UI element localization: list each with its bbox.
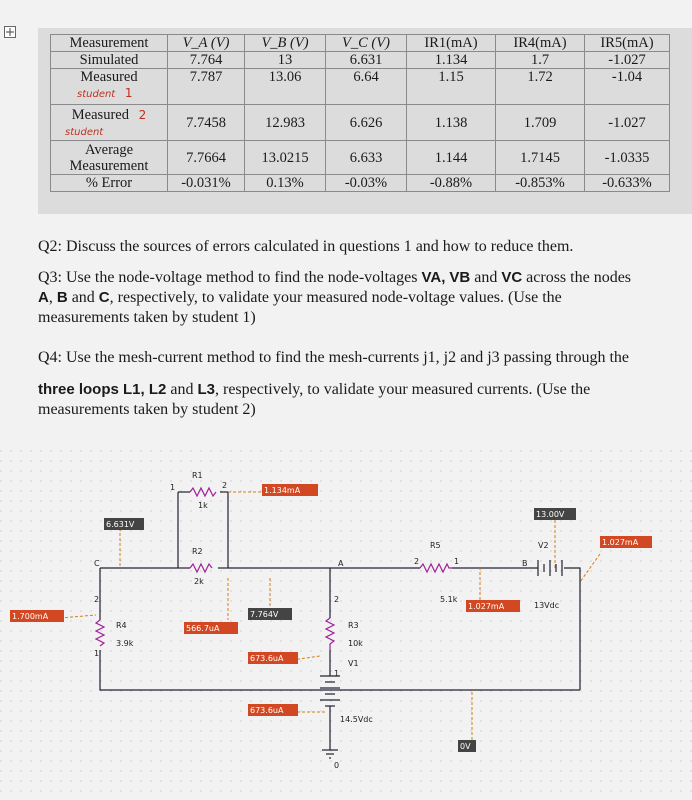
table-cell: -0.031% xyxy=(168,175,245,192)
table-cell: -1.04 xyxy=(585,69,670,105)
row-label-text: Measured xyxy=(80,69,138,85)
node-b-ref: B xyxy=(56,289,68,306)
svg-text:1.134mA: 1.134mA xyxy=(264,486,301,495)
row-label xyxy=(51,105,168,141)
r1-pin2: 2 xyxy=(222,481,228,490)
probe-tag-gnd xyxy=(458,740,476,752)
r5-pin1: 1 xyxy=(454,557,460,566)
node-c-ref: C xyxy=(98,289,110,306)
probe-tag-i-r1 xyxy=(262,484,318,496)
table-cell: 1.72 xyxy=(496,69,585,105)
probe-tag-i-r3 xyxy=(248,652,298,664)
q3-text: Q3: Use the node-voltage method to find the node-voltages xyxy=(38,269,422,286)
column-header: V_A (V) xyxy=(168,35,245,52)
q4-line3: measurements taken by student 2) xyxy=(38,401,256,418)
svg-text:673.6uA: 673.6uA xyxy=(250,706,284,715)
svg-text:1.700mA: 1.700mA xyxy=(12,612,49,621)
measurement-table xyxy=(50,34,670,192)
r2-value: 2k xyxy=(194,577,204,586)
table-cell: -1.027 xyxy=(585,105,670,141)
probe-tag-i-r5 xyxy=(466,600,520,612)
probe-tag-vc xyxy=(104,518,144,530)
question-4 xyxy=(38,348,688,420)
table-row xyxy=(51,69,670,105)
circuit-schematic xyxy=(0,450,692,800)
r3-value: 10k xyxy=(348,639,363,648)
column-header: V_C (V) xyxy=(326,35,407,52)
table-cell: -0.853% xyxy=(496,175,585,192)
q3-line3: measurements taken by student 1) xyxy=(38,309,256,326)
column-header: Measurement xyxy=(51,35,168,52)
v2-label: V2 xyxy=(538,541,549,550)
node-c-label: C xyxy=(94,559,100,568)
table-row xyxy=(51,105,670,141)
column-header: IR5(mA) xyxy=(585,35,670,52)
probe-tag-i-v1 xyxy=(248,704,298,716)
table-cell: 1.7 xyxy=(496,52,585,69)
table-cell: 7.764 xyxy=(168,52,245,69)
table-row xyxy=(51,175,670,192)
table-cell: -0.03% xyxy=(326,175,407,192)
q4-three-loops: three loops xyxy=(38,381,124,398)
column-header: IR4(mA) xyxy=(496,35,585,52)
table-cell: 13 xyxy=(245,52,326,69)
table-cell: -0.88% xyxy=(407,175,496,192)
v1-value: 14.5Vdc xyxy=(340,715,373,724)
table-cell: 1.134 xyxy=(407,52,496,69)
q3-line2: , respectively, to validate your measured node-voltage values. (Use the xyxy=(109,289,562,306)
svg-text:673.6uA: 673.6uA xyxy=(250,654,284,663)
r5-label: R5 xyxy=(430,541,441,550)
table-row xyxy=(51,141,670,175)
v1-label: V1 xyxy=(348,659,359,668)
measurement-table-region xyxy=(38,28,692,214)
column-header: V_B (V) xyxy=(245,35,326,52)
probe-tag-va xyxy=(248,608,292,620)
r5-pin2: 2 xyxy=(414,557,420,566)
v1-pin1: 1 xyxy=(334,669,340,678)
table-cell: 12.983 xyxy=(245,105,326,141)
question-3: Q3: Use the node-voltage method to find the node-voltages VA, VB and VC across the nodes A, B and C, respectively, to validate your measured node-voltage values. (Use the measurements taken by student 1) xyxy=(38,268,688,328)
table-cell: -1.0335 xyxy=(585,141,670,175)
r2-label: R2 xyxy=(192,547,203,556)
q4-line1: Q4: Use the mesh-current method to find the mesh-currents j1, j2 and j3 passing through the xyxy=(38,349,629,366)
table-cell: 7.787 xyxy=(168,69,245,105)
table-cell: 7.7664 xyxy=(168,141,245,175)
q3-vb: VB xyxy=(449,269,471,286)
svg-text:566.7uA: 566.7uA xyxy=(186,624,220,633)
table-cell: 1.144 xyxy=(407,141,496,175)
q3-vc: VC xyxy=(501,269,523,286)
table-row xyxy=(51,52,670,69)
r4-value: 3.9k xyxy=(116,639,134,648)
node-a-label: A xyxy=(338,559,344,568)
probe-tag-i-r4 xyxy=(10,610,64,622)
r5-value: 5.1k xyxy=(440,595,458,604)
table-cell: 13.0215 xyxy=(245,141,326,175)
row-label: Average Measurement xyxy=(51,141,168,175)
r4-pin1: 1 xyxy=(94,649,100,658)
row-label-text: Measured xyxy=(71,106,129,123)
table-cell: 1.138 xyxy=(407,105,496,141)
table-cell: 6.633 xyxy=(326,141,407,175)
probe-tag-i-r2 xyxy=(184,622,238,634)
table-cell: 6.626 xyxy=(326,105,407,141)
node-b-label: B xyxy=(522,559,528,568)
probe-tag-i-r5-right xyxy=(600,536,652,548)
svg-text:13.00V: 13.00V xyxy=(536,510,565,519)
q3-text-end: across the nodes xyxy=(522,269,632,286)
table-cell: 6.64 xyxy=(326,69,407,105)
column-header: IR1(mA) xyxy=(407,35,496,52)
r4-pin2: 2 xyxy=(94,595,100,604)
handwritten-note: student xyxy=(65,126,104,138)
table-cell: -0.633% xyxy=(585,175,670,192)
handwritten-note: student xyxy=(77,89,116,100)
r3-label: R3 xyxy=(348,621,359,630)
table-cell: 7.7458 xyxy=(168,105,245,141)
table-move-icon xyxy=(4,26,16,38)
r3-pin2: 2 xyxy=(334,595,340,604)
q4-loops: L1, L2 xyxy=(123,381,167,398)
v2-value: 13Vdc xyxy=(534,601,560,610)
table-cell: 13.06 xyxy=(245,69,326,105)
q4-line2: , respectively, to validate your measured currents. (Use the xyxy=(215,381,591,398)
r1-pin1: 1 xyxy=(170,483,176,492)
row-label: % Error xyxy=(51,175,168,192)
table-cell: 6.631 xyxy=(326,52,407,69)
r1-value: 1k xyxy=(198,501,208,510)
node-a-ref: A xyxy=(38,289,49,306)
table-cell: 1.15 xyxy=(407,69,496,105)
svg-text:1.027mA: 1.027mA xyxy=(602,538,639,547)
handwritten-number: 2 xyxy=(138,107,147,122)
r4-label: R4 xyxy=(116,621,127,630)
q3-and: and xyxy=(470,269,502,286)
q4-and: and xyxy=(166,381,198,398)
probe-tag-vb xyxy=(534,508,576,520)
question-2: Q2: Discuss the sources of errors calculated in questions 1 and how to reduce them. xyxy=(38,238,574,255)
svg-text:6.631V: 6.631V xyxy=(106,520,135,529)
table-cell: 1.709 xyxy=(496,105,585,141)
table-cell: 0.13% xyxy=(245,175,326,192)
q3-va: VA, xyxy=(421,269,446,286)
r1-label: R1 xyxy=(192,471,203,480)
ground-label: 0 xyxy=(334,761,340,770)
table-header-row xyxy=(51,35,670,52)
table-cell: -1.027 xyxy=(585,52,670,69)
row-label xyxy=(51,69,168,105)
svg-text:0V: 0V xyxy=(460,742,471,751)
svg-text:1.027mA: 1.027mA xyxy=(468,602,505,611)
row-label: Simulated xyxy=(51,52,168,69)
handwritten-number: 1 xyxy=(124,86,133,100)
q4-loop3: L3 xyxy=(197,381,215,398)
table-cell: 1.7145 xyxy=(496,141,585,175)
svg-text:7.764V: 7.764V xyxy=(250,610,279,619)
